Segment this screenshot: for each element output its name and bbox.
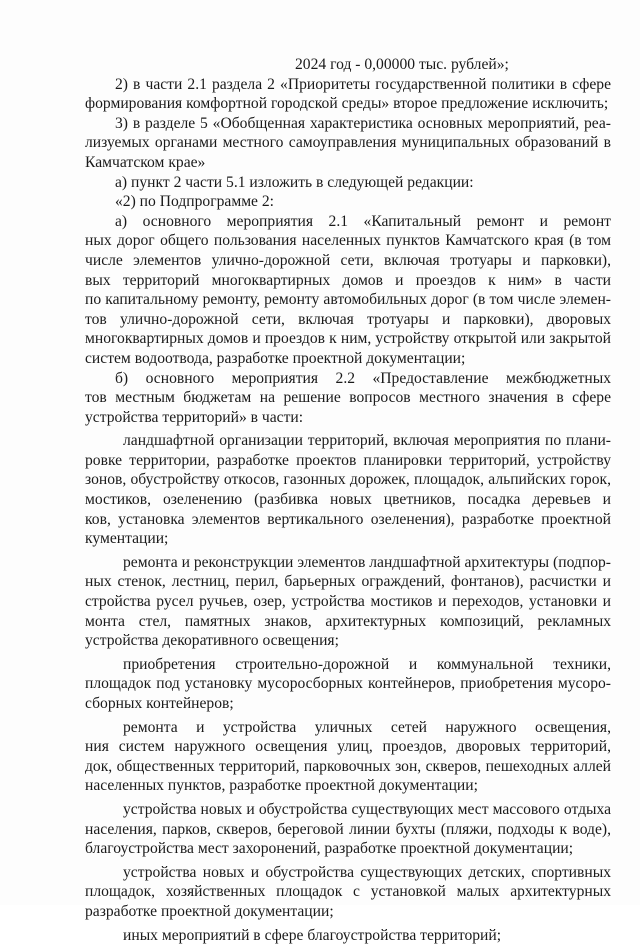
text-line: систем водоотвода, разработке проектной документации; [85,349,466,367]
text-line: а) основного мероприятия 2.1 «Капитальный ремонт и ремонт [115,212,611,230]
text-line: ния систем наружного освещения улиц, проездов, дворовых территорий, [85,738,611,756]
text-line: «2) по Подпрограмме 2: [115,193,275,211]
text-line: 2) в части 2.1 раздела 2 «Приоритеты государственной политики в сфере [115,75,611,93]
text-line: населения, парков, скверов, береговой линии бухты (пляжи, подходы к воде), [85,820,611,838]
text-line: числе элементов улично-дорожной сети, включая тротуары и парковки), [85,251,611,269]
text-line: сборных контейнеров; [85,695,234,712]
text-line: тов местным бюджетам на решение вопросов местного значения в сфере [85,389,611,407]
text-line: ремонта и устройства уличных сетей наружного освещения, [123,718,611,736]
text-line: 2024 год - 0,00000 тыс. рублей»; [295,56,509,73]
text-line: ков, установка элементов вертикального озеленения), разработке проектной [85,510,611,528]
text-line: монта стел, памятных знаков, архитектурных композиций, рекламных [85,612,611,630]
text-line: устройства новых и обустройства существующих детских, спортивных [123,863,611,881]
text-line: вых территорий многоквартирных домов и проездов к ним» в части [85,271,611,289]
text-line: ландшафтной организации территорий, включая мероприятия по плани- [123,432,611,450]
text-line: мостиков, озеленению (разбивка новых цветников, посадка деревьев и [85,491,611,509]
text-line: формирования комфортной городской среды» второе предложение исключить; [85,95,609,113]
text-line: ровке территории, разработке проектов планировки территорий, устройству [85,451,611,469]
text-line: многоквартирных домов и проездов к ним, устройству открытой или закрытой [85,330,611,348]
text-line: иных мероприятий в сфере благоустройства территорий; [123,926,502,944]
text-line: ных стенок, лестниц, перил, барьерных ограждений, фонтанов), расчистки и [85,573,611,591]
text-line: а) пункт 2 части 5.1 изложить в следующей редакции: [115,173,474,191]
text-line: площадок под установку мусоросборных контейнеров, приобретения мусоро- [85,675,611,693]
text-line: стройства русел ручьев, озер, устройства мостиков и переходов, установки и [85,593,611,611]
text-line: разработке проектной документации; [85,902,334,920]
text-line: по капитальному ремонту, ремонту автомобильных дорог (в том числе элемен- [85,291,611,309]
text-line: устройства территорий» в части: [85,408,304,426]
text-line: благоустройства мест захоронений, разработке проектной документации; [85,840,574,858]
text-line: б) основного мероприятия 2.2 «Предоставление межбюджетных [115,369,611,387]
text-line: устройства новых и обустройства существующих мест массового отдыха [123,800,611,818]
document-body [85,55,611,945]
text-line: площадок, хозяйственных площадок с установкой малых архитектурных [85,883,611,901]
text-line: лизуемых органами местного самоуправления муниципальных образований в [85,134,611,152]
text-line: док, общественных территорий, парковочных зон, скверов, пешеходных аллей [85,757,611,775]
text-line: приобретения строительно-дорожной и коммунальной техники, [123,655,611,673]
text-line: 3) в разделе 5 «Обобщенная характеристика основных мероприятий, реа- [115,114,611,132]
text-line: ных дорог общего пользования населенных пунктов Камчатского края (в том [85,232,611,250]
text-line: ремонта и реконструкции элементов ландшафтной архитектуры (подпор- [123,553,611,571]
text-line: устройства декоративного освещения; [85,632,339,650]
text-line: населенных пунктов, разработке проектной документации; [85,777,478,795]
text-line: тов улично-дорожной сети, включая тротуары и парковки), дворовых [85,310,611,328]
text-line: кументации; [85,530,169,548]
text-line: зонов, обустройству откосов, газонных дорожек, площадок, альпийских горок, [85,471,611,489]
text-line: Камчатском крае» [85,153,206,171]
